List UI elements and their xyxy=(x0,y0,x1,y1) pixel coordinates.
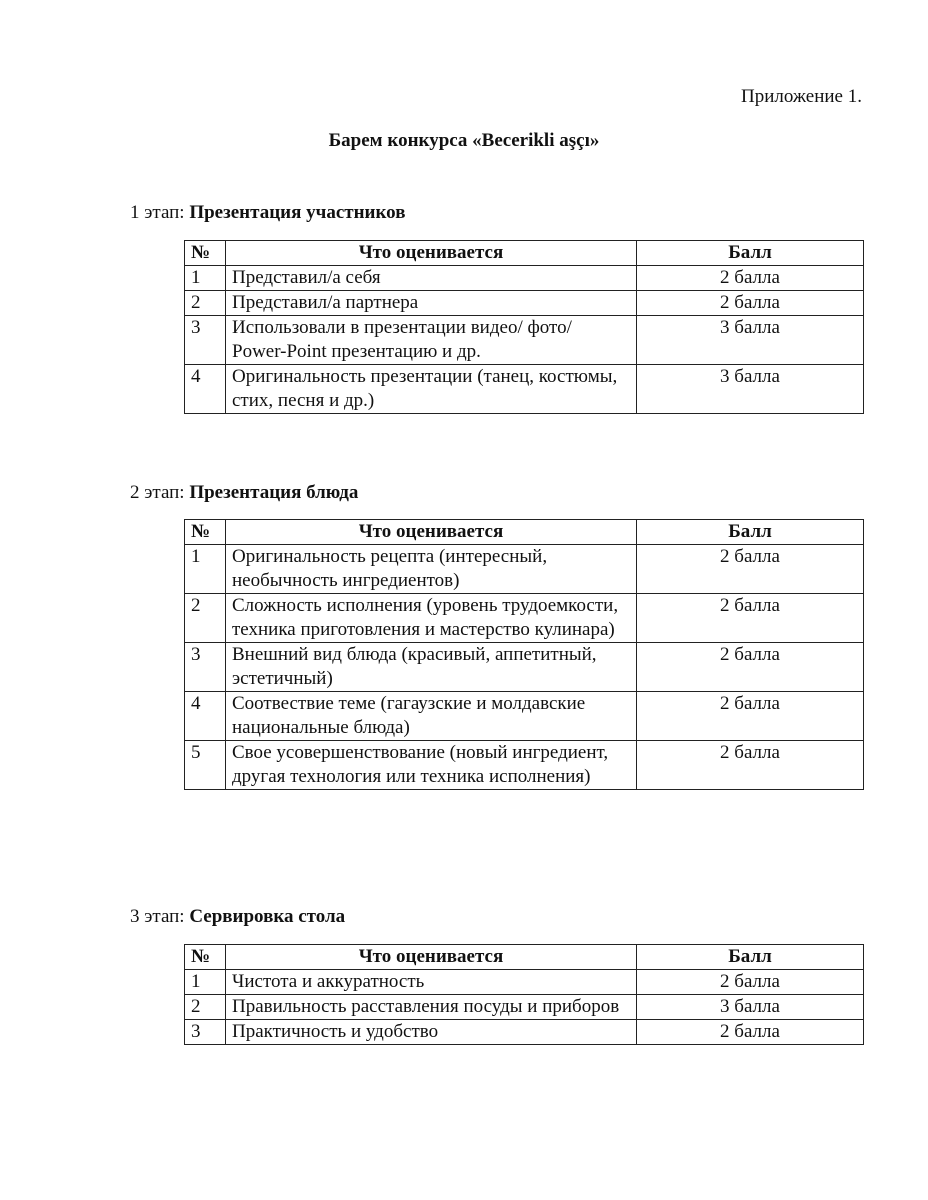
stage-3-prefix: 3 этап: xyxy=(130,906,190,927)
stage-2-prefix: 2 этап: xyxy=(130,482,190,503)
row-score: 2 балла xyxy=(637,643,864,692)
stage-2-name: Презентация блюда xyxy=(189,482,359,503)
column-header-num: № xyxy=(185,945,226,970)
row-num: 2 xyxy=(185,594,226,643)
row-score: 2 балла xyxy=(637,266,864,291)
row-criterion: Сложность исполнения (уровень трудоемкости, техника приготовления и мастерство кулинара) xyxy=(226,594,637,643)
document-title: Барем конкурса «Becerikli aşçı» xyxy=(328,130,600,151)
row-score: 2 балла xyxy=(637,970,864,995)
table-row xyxy=(185,692,864,741)
stage-2-table xyxy=(184,519,864,790)
stage-1-heading xyxy=(130,202,405,224)
column-header-criterion: Что оценивается xyxy=(226,241,637,266)
row-num: 4 xyxy=(185,365,226,414)
row-score: 3 балла xyxy=(637,365,864,414)
appendix-label: Приложение 1. xyxy=(741,86,862,107)
row-criterion: Представил/а партнера xyxy=(226,291,637,316)
row-score: 2 балла xyxy=(637,594,864,643)
table-row xyxy=(185,741,864,790)
row-criterion: Правильность расставления посуды и приборов xyxy=(226,995,637,1020)
table-row xyxy=(185,266,864,291)
column-header-score: Балл xyxy=(637,241,864,266)
table-row xyxy=(185,643,864,692)
row-score: 3 балла xyxy=(637,316,864,365)
stage-3-heading xyxy=(130,906,345,928)
stage-3-table xyxy=(184,944,864,1045)
row-criterion: Соотвествие теме (гагаузские и молдавские национальные блюда) xyxy=(226,692,637,741)
row-score: 2 балла xyxy=(637,291,864,316)
column-header-score: Балл xyxy=(637,945,864,970)
stage-1-prefix: 1 этап: xyxy=(130,202,190,223)
table-row xyxy=(185,995,864,1020)
column-header-num: № xyxy=(185,241,226,266)
row-criterion: Свое усовершенствование (новый ингредиент, другая технология или техника исполнения) xyxy=(226,741,637,790)
row-criterion: Использовали в презентации видео/ фото/ Power-Point презентацию и др. xyxy=(226,316,637,365)
stage-1-name: Презентация участников xyxy=(189,202,406,223)
stage-2-heading xyxy=(130,482,358,504)
row-criterion: Практичность и удобство xyxy=(226,1020,637,1045)
table-row xyxy=(185,291,864,316)
row-num: 4 xyxy=(185,692,226,741)
column-header-num: № xyxy=(185,520,226,545)
table-row xyxy=(185,1020,864,1045)
row-num: 2 xyxy=(185,995,226,1020)
table-row xyxy=(185,545,864,594)
row-criterion: Оригинальность презентации (танец, костюмы, стих, песня и др.) xyxy=(226,365,637,414)
row-criterion: Внешний вид блюда (красивый, аппетитный, эстетичный) xyxy=(226,643,637,692)
column-header-criterion: Что оценивается xyxy=(226,945,637,970)
table-row xyxy=(185,970,864,995)
column-header-score: Балл xyxy=(637,520,864,545)
table-row xyxy=(185,316,864,365)
row-num: 2 xyxy=(185,291,226,316)
table-header-row xyxy=(185,241,864,266)
column-header-criterion: Что оценивается xyxy=(226,520,637,545)
row-num: 3 xyxy=(185,643,226,692)
row-score: 2 балла xyxy=(637,1020,864,1045)
row-num: 1 xyxy=(185,545,226,594)
table-row xyxy=(185,365,864,414)
row-num: 1 xyxy=(185,970,226,995)
row-score: 2 балла xyxy=(637,545,864,594)
row-score: 2 балла xyxy=(637,692,864,741)
row-score: 2 балла xyxy=(637,741,864,790)
row-num: 3 xyxy=(185,1020,226,1045)
row-criterion: Представил/а себя xyxy=(226,266,637,291)
table-header-row xyxy=(185,945,864,970)
stage-1-table xyxy=(184,240,864,414)
table-header-row xyxy=(185,520,864,545)
row-num: 1 xyxy=(185,266,226,291)
row-criterion: Чистота и аккуратность xyxy=(226,970,637,995)
row-num: 5 xyxy=(185,741,226,790)
row-num: 3 xyxy=(185,316,226,365)
row-score: 3 балла xyxy=(637,995,864,1020)
row-criterion: Оригинальность рецепта (интересный, необычность ингредиентов) xyxy=(226,545,637,594)
stage-3-name: Сервировка стола xyxy=(189,906,346,927)
table-row xyxy=(185,594,864,643)
